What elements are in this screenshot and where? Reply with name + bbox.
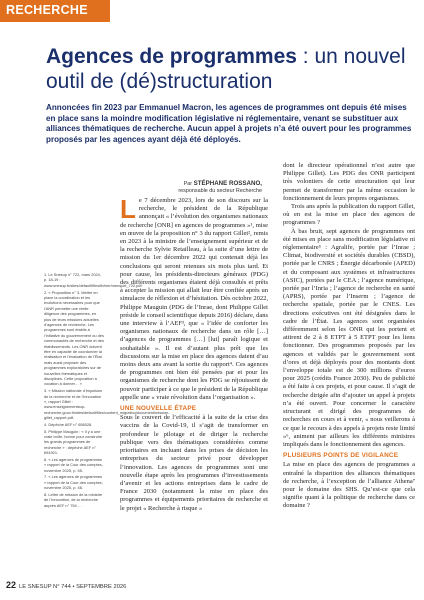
drop-cap: L: [120, 194, 136, 224]
rubric-label: RECHERCHE: [6, 3, 88, 17]
paragraph: dont le directeur opérationnel n’est autre que Philippe Gillet). Les PDG des ONR participent très volontiers de cette structuration qui leur permet de transformer par la même occasion le fonctionnement de leurs propres organismes.: [283, 162, 415, 202]
body-column-1: [120, 194, 269, 513]
footnote: 7. « Les agences de programmes » rapport de la Cour des comptes, novembre 2025, p. 48.: [44, 474, 103, 491]
footnote: 1. Le Snesup n° 722, mars 2024, p. 18-19 : www.snesup.fr/sites/default/files/fichier/mensuel_722.pdf.: [44, 272, 143, 288]
footnote: 4. Dépêche AEF n° 658028.: [44, 421, 93, 427]
paragraph: À bas bruit, sept agences de programmes ont été mises en place sans modification législative ni réglementaire⁵ : Agralife, portée par l’Inrae ; Climat, biodiversité et sociétés durables (CBSD), portée par le CNRS ; Énergie décarbonée (APED) et du composant aux systèmes et infrastructures (ASIC), portées par le CEA ; l’agence numérique, portée par l’Inria ; l’agence de recherche en santé (APRS), portée par l’Inserm ; l’agence de recherche spatiale, portée par le CNES. Les directions exécutives ont été désignées dans le cadre de l’État. Les agences sont organisées différemment selon les ONR qui les portent et attirent de 2 à 8 ETPT à 5 ETPT pour les liens fonctionner. Des programmes proposés par les agences et validés par le gouvernement sont d’ores et déjà déployés pour des montants dont l’enveloppe totale est de 300 millions d’euros pour 2025 (crédits France 2030). Peu de publicité a été faite à ces projets, et pour cause. Il s’agit de recherche dirigée afin d’ajouter un appel à projets n’a été ouvert. Pour concerner le caractère structurant et dirigé des programmes de recherches en cours et à venir, « nous veillerons à ce que le recours à des appels à projets reste limité »⁶, animent par ailleurs les différents ministres impliqués dans le fonctionnement des agences.: [283, 227, 415, 448]
title-rest: : un nouvel outil de (dé)structuration: [46, 45, 406, 93]
footnote: 8. Lettre de mission de la ministre de l’Innovation, de la recherche auprès AEF n° 754… .: [44, 491, 103, 508]
article-title: [46, 44, 416, 94]
footnote: 6. « Les agences de programmes » rapport de la Cour des comptes, novembre 2025, p. 55.: [44, 456, 103, 473]
subheading: UNE NOUVELLE ÉTAPE: [120, 405, 197, 413]
title-bold: Agences de programmes: [46, 45, 297, 68]
body-column-2: [283, 162, 415, 511]
paragraph: Sous le couvert de l’efficacité à la suite de la crise des vaccins de la Covid-19, il s’agit de transformer en profondeur le pilotage et de diriger la recherche publique vers des thématiques considérées comme prioritaires en incluant dans les prises de décision les entreprises du secteur privé pour développer l’innovation. Les agences de programmes sont une nouvelle étape après les programmes d’investissements d’avenir et les actions entreprises dans le cadre de France 2030 (notamment la mise en place des programmes et équipements prioritaires de recherche et le projet « Recherche à risque »: [120, 414, 268, 512]
issue-label: LE SNESUP N° 744 • SEPTEMBRE 2026: [19, 584, 127, 590]
page-folio: [6, 580, 126, 590]
byline-role: responsable du secteur Recherche: [178, 188, 262, 194]
byline-prefix: Par: [183, 181, 194, 187]
rubric-banner: [0, 0, 110, 22]
subheading: PLUSIEURS POINTS DE VIGILANCE: [283, 452, 399, 460]
paragraph: La mise en place des agences de programmes a entraîné la disparition des alliances thématiques de recherche, à l’exception de l’alliance Athena⁷ pour le domaine des SHS. Qu’est-ce que cela signifie quant à la politique de recherche dans ce domaine ?: [283, 461, 415, 510]
byline-author: STÉPHANE ROSSANO,: [193, 180, 262, 187]
footnote: 5. Philippe Mauguin : « Il y a une vraie boîte, bonne pour construire les grands programmes de recherche » : dépêche AEF n° 694301.: [44, 428, 103, 456]
paragraph: Le 7 décembre 2023, lors de son discours sur la recherche, le président de la République annonçait « l’évolution des organismes nationaux de recherche [ONR] en agences de programmes »¹, mise en œuvre de la proposition n° 3 du rapport Gillet², remis en 2023 à la ministre de l’enseignement supérieur et de la recherche Sylvie Retailleau, à la suite d’une lettre de mission du 1er décembre 2022 qui contenait déjà les conclusions qui seront retenues six mois plus tard. Et pour cause, les présidents-directeurs généraux (PDG) des différents organismes étaient déjà consultés et prêts à accepter la mission qui allait leur être confiée après un simulacre de réflexion et d’hésitation. Dès octobre 2022, Philippe Mauguin (PDG de l’Inrae, dont Philippe Gillet préside le conseil scientifique depuis 2016) déclare, dans une interview à l’AEF³, que « l’idée de conforter les organismes nationaux de recherche dans un rôle […] d’agences de programmes […] [lui] paraît logique et souhaitable ». Il est d’autant plus prêt que les discussions sur la mise en place des agences datent d’au moins deux ans avant la sortie du rapport⁴. Ces agences de programmes ont bien été pensées par et pour les organismes de recherche dont les PDG se réjouissent de pouvoir participer à ce que le président de la République appelle une « vraie révolution dans l’organisation ».: [120, 194, 269, 401]
footnote: 2. « Proposition n° 3. Mettre en place la coordination et les évolutions nécessaires pour que l’ANR permette une réelle diligence des programmes, en plus de leurs missions actuelles d’agences de recherche. Les programmes sont établis à l’initiative du gouvernement ou des communautés de recherche et des établissements. Les ONR doivent être en capacité de coordonner la réalisation et l’évaluation de l’État mais aussi proposer des programmes exploratoires sur de nouvelles thématiques et disciplines. Cette proposition a vocation à donner… »: [44, 289, 104, 387]
byline: [122, 180, 262, 195]
paragraph: Trois ans après la publication du rapport Gillet, où en est la mise en place des agences de programmes ?: [283, 203, 415, 227]
page-number: 22: [6, 580, 17, 590]
footnote: 3. « Mission nationale d’impulsion de la recherche et de l’innovation », rapport Gillet : www.enseignementsup-recherche.gouv.fr/sites/default/files/content_migration/document/mission-gillet_rapport.pdf.: [44, 388, 170, 421]
article-lead: Annoncées fin 2023 par Emmanuel Macron, les agences de programmes ont depuis été mises en place sans la moindre modification législative ni réglementaire, venant se substituer aux alliances thématiques de recherche. Aucun appel à projets n’a été ouvert pour les programmes proposés par les agences ayant déjà été déployés.: [46, 103, 412, 144]
